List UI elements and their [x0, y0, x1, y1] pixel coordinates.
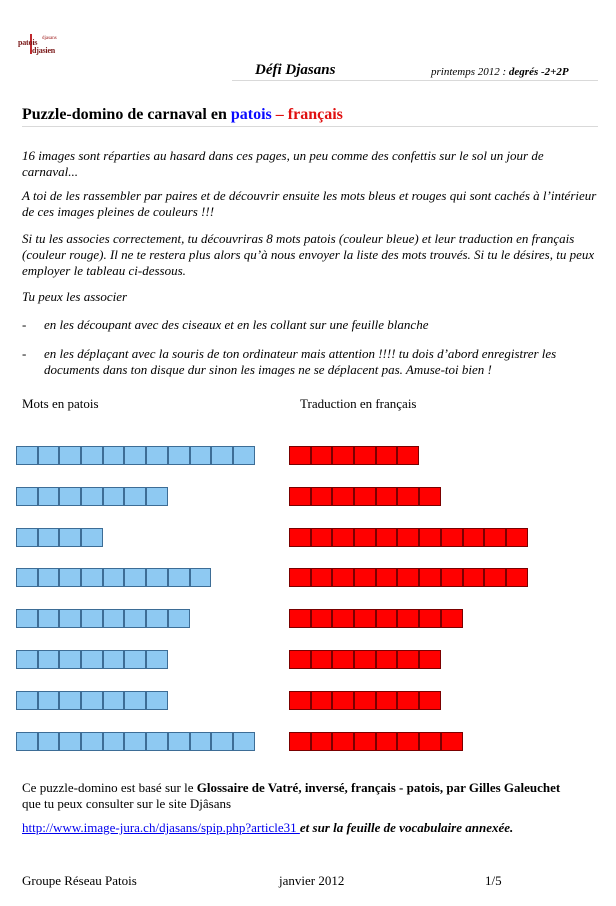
- patois-cell: [81, 528, 103, 547]
- francais-cell: [354, 691, 376, 710]
- patois-cell: [16, 487, 38, 506]
- francais-cell: [419, 487, 441, 506]
- paragraph-2: A toi de les rassembler par paires et de découvrir ensuite les mots bleus et rouges qui sont cachés à l’intérieur de ces images pleines de couleurs !!!: [22, 188, 597, 219]
- patois-cell: [38, 568, 60, 587]
- francais-cell: [311, 446, 333, 465]
- francais-cell: [376, 650, 398, 669]
- francais-cell: [419, 650, 441, 669]
- source-glossary: Glossaire de Vatré, inversé, français - patois, par Gilles Galeuchet: [196, 780, 561, 795]
- patois-cell: [16, 568, 38, 587]
- francais-cell: [397, 568, 419, 587]
- francais-cell: [419, 528, 441, 547]
- francais-cell: [397, 609, 419, 628]
- header-season-label: printemps 2012 :: [431, 66, 509, 78]
- patois-row-6: [16, 650, 168, 669]
- logo: [18, 34, 66, 58]
- logo-word-right: djasien: [32, 46, 56, 55]
- francais-row-1: [289, 446, 419, 465]
- francais-cell: [441, 732, 463, 751]
- francais-cell: [354, 487, 376, 506]
- francais-cell: [332, 650, 354, 669]
- patois-cell: [16, 609, 38, 628]
- logo-word-left: patois: [18, 38, 38, 47]
- title-dash: –: [271, 106, 288, 123]
- francais-row-5: [289, 609, 463, 628]
- francais-cell: [463, 568, 485, 587]
- patois-cell: [103, 609, 125, 628]
- francais-cell: [311, 609, 333, 628]
- francais-cell: [441, 568, 463, 587]
- patois-cell: [59, 732, 81, 751]
- francais-cell: [311, 487, 333, 506]
- source-rest: que tu peux consulter sur le site Djâsans: [22, 796, 232, 811]
- patois-cell: [103, 650, 125, 669]
- francais-cell: [332, 609, 354, 628]
- francais-cell: [419, 732, 441, 751]
- patois-cell: [16, 732, 38, 751]
- francais-cell: [354, 732, 376, 751]
- francais-cell: [332, 446, 354, 465]
- francais-cell: [441, 528, 463, 547]
- francais-cell: [289, 446, 311, 465]
- patois-cell: [124, 691, 146, 710]
- francais-cell: [376, 609, 398, 628]
- patois-cell: [59, 528, 81, 547]
- paragraph-1: 16 images sont réparties au hasard dans ces pages, un peu comme des confettis sur le sol un jour de carnaval...: [22, 148, 544, 179]
- title-rule: [22, 126, 598, 127]
- francais-cell: [354, 609, 376, 628]
- francais-cell: [289, 650, 311, 669]
- patois-cell: [81, 732, 103, 751]
- patois-cell: [81, 568, 103, 587]
- patois-cell: [124, 609, 146, 628]
- patois-cell: [146, 568, 168, 587]
- patois-row-8: [16, 732, 255, 751]
- bullet-dash: -: [22, 346, 27, 361]
- francais-cell: [506, 528, 528, 547]
- francais-cell: [332, 528, 354, 547]
- francais-row-2: [289, 487, 441, 506]
- paragraph-4: Tu peux les associer: [22, 289, 128, 304]
- francais-cell: [484, 528, 506, 547]
- francais-cell: [289, 528, 311, 547]
- source-link[interactable]: http://www.image-jura.ch/djasans/spip.php?article31: [22, 820, 300, 835]
- patois-cell: [103, 732, 125, 751]
- column-label-patois: Mots en patois: [22, 396, 99, 411]
- francais-cell: [289, 487, 311, 506]
- patois-cell: [81, 446, 103, 465]
- header-season: [431, 66, 569, 78]
- patois-cell: [190, 446, 212, 465]
- francais-row-3: [289, 528, 528, 547]
- francais-cell: [419, 568, 441, 587]
- francais-cell: [354, 650, 376, 669]
- patois-cell: [146, 732, 168, 751]
- francais-cell: [397, 528, 419, 547]
- title-part-1: Puzzle-domino de carnaval en: [22, 106, 231, 123]
- patois-cell: [81, 691, 103, 710]
- francais-cell: [419, 691, 441, 710]
- patois-cell: [124, 487, 146, 506]
- patois-cell: [16, 691, 38, 710]
- patois-cell: [233, 446, 255, 465]
- patois-cell: [16, 446, 38, 465]
- francais-cell: [311, 528, 333, 547]
- francais-cell: [376, 568, 398, 587]
- francais-cell: [332, 691, 354, 710]
- francais-cell: [332, 487, 354, 506]
- patois-cell: [103, 568, 125, 587]
- patois-cell: [38, 487, 60, 506]
- patois-cell: [81, 609, 103, 628]
- francais-cell: [289, 732, 311, 751]
- patois-cell: [146, 609, 168, 628]
- patois-cell: [38, 650, 60, 669]
- francais-cell: [376, 691, 398, 710]
- patois-cell: [146, 446, 168, 465]
- patois-cell: [38, 446, 60, 465]
- francais-row-8: [289, 732, 463, 751]
- patois-cell: [59, 691, 81, 710]
- bullet-text: en les découpant avec des ciseaux et en les collant sur une feuille blanche: [44, 317, 429, 332]
- francais-cell: [332, 732, 354, 751]
- francais-cell: [354, 528, 376, 547]
- patois-cell: [233, 732, 255, 751]
- francais-cell: [484, 568, 506, 587]
- source-intro: Ce puzzle-domino est basé sur le: [22, 780, 197, 795]
- patois-cell: [38, 528, 60, 547]
- francais-cell: [354, 568, 376, 587]
- logo-tagline: djasans: [42, 36, 57, 41]
- patois-cell: [124, 732, 146, 751]
- patois-cell: [124, 650, 146, 669]
- patois-cell: [81, 487, 103, 506]
- francais-cell: [397, 446, 419, 465]
- patois-cell: [168, 732, 190, 751]
- bullet-dash: -: [22, 317, 27, 332]
- source-note: [22, 780, 582, 812]
- francais-cell: [311, 568, 333, 587]
- header-degrees: degrés -2+2P: [508, 66, 569, 78]
- patois-row-3: [16, 528, 103, 547]
- francais-row-4: [289, 568, 528, 587]
- francais-cell: [376, 528, 398, 547]
- source-annex: et sur la feuille de vocabulaire annexée.: [299, 820, 514, 835]
- francais-cell: [289, 691, 311, 710]
- patois-cell: [81, 650, 103, 669]
- francais-cell: [397, 691, 419, 710]
- title-patois: patois: [230, 106, 272, 123]
- patois-row-7: [16, 691, 168, 710]
- source-link-line: [22, 820, 602, 836]
- patois-cell: [146, 691, 168, 710]
- footer-group: Groupe Réseau Patois: [22, 873, 137, 888]
- francais-row-6: [289, 650, 441, 669]
- patois-row-1: [16, 446, 255, 465]
- patois-cell: [190, 568, 212, 587]
- francais-cell: [376, 446, 398, 465]
- title-francais: français: [287, 106, 343, 123]
- francais-cell: [419, 609, 441, 628]
- patois-cell: [38, 732, 60, 751]
- patois-cell: [190, 732, 212, 751]
- francais-cell: [506, 568, 528, 587]
- patois-row-2: [16, 487, 168, 506]
- francais-cell: [354, 446, 376, 465]
- patois-cell: [59, 487, 81, 506]
- patois-cell: [38, 609, 60, 628]
- patois-row-4: [16, 568, 211, 587]
- header-title: Défi Djasans: [255, 62, 336, 78]
- francais-cell: [397, 487, 419, 506]
- francais-cell: [311, 691, 333, 710]
- francais-cell: [332, 568, 354, 587]
- patois-cell: [59, 609, 81, 628]
- header-rule: [232, 80, 598, 81]
- patois-cell: [59, 568, 81, 587]
- patois-cell: [124, 568, 146, 587]
- francais-row-7: [289, 691, 441, 710]
- francais-cell: [397, 732, 419, 751]
- francais-cell: [311, 732, 333, 751]
- francais-cell: [397, 650, 419, 669]
- patois-cell: [16, 528, 38, 547]
- footer-date: janvier 2012: [279, 873, 345, 888]
- patois-cell: [168, 446, 190, 465]
- patois-cell: [168, 609, 190, 628]
- francais-cell: [376, 487, 398, 506]
- patois-cell: [124, 446, 146, 465]
- patois-cell: [211, 732, 233, 751]
- francais-cell: [376, 732, 398, 751]
- patois-cell: [211, 446, 233, 465]
- patois-cell: [103, 487, 125, 506]
- francais-cell: [289, 568, 311, 587]
- francais-cell: [441, 609, 463, 628]
- patois-row-5: [16, 609, 190, 628]
- patois-cell: [38, 691, 60, 710]
- patois-cell: [168, 568, 190, 587]
- column-label-francais: Traduction en français: [300, 396, 417, 411]
- page-title: [22, 106, 343, 124]
- patois-cell: [103, 446, 125, 465]
- footer-page-number: 1/5: [485, 873, 502, 888]
- patois-cell: [103, 691, 125, 710]
- francais-cell: [311, 650, 333, 669]
- patois-cell: [59, 446, 81, 465]
- patois-cell: [146, 487, 168, 506]
- patois-cell: [146, 650, 168, 669]
- francais-cell: [463, 528, 485, 547]
- bullet-text: en les déplaçant avec la souris de ton ordinateur mais attention !!!! tu dois d’abord enregistrer les documents dans ton disque dur sinon les images ne se déplacent pas. Amuse-toi bien !: [44, 346, 557, 377]
- patois-cell: [16, 650, 38, 669]
- patois-cell: [59, 650, 81, 669]
- paragraph-3: Si tu les associes correctement, tu découvriras 8 mots patois (couleur bleue) et leur traduction en français (couleur rouge). Il ne te restera plus alors qu’à nous envoyer la liste des mots trouvés. Si tu le désires, tu peux employer le tableau ci-dessous.: [22, 231, 595, 278]
- francais-cell: [289, 609, 311, 628]
